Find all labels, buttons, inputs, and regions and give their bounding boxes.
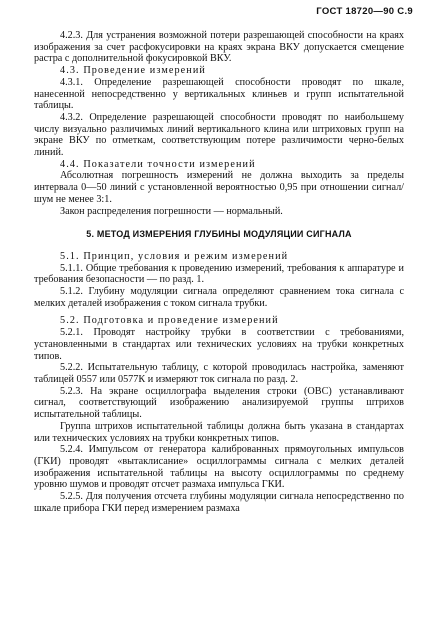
subheading-5-2: 5.2. Подготовка и проведение измерений <box>60 315 279 327</box>
subheading-5-1: 5.1. Принцип, условия и режим измерений <box>60 250 289 262</box>
page-header: ГОСТ 18720—90 С.9 <box>316 6 413 17</box>
paragraph-4-2-3: 4.2.3. Для устранения возможной потери разрешающей способности на краях изображения за счет расфокусировки на краях экрана ВКУ допускается смещение растра с дополнительной фокусировкой ВКУ. <box>34 30 404 65</box>
paragraph-4-3-1: 4.3.1. Определение разрешающей способности проводят по шкале, нанесенной непосредственно у вертикальных клиньев и групп испытательной таблицы. <box>34 76 404 112</box>
section-title-5: 5. МЕТОД ИЗМЕРЕНИЯ ГЛУБИНЫ МОДУЛЯЦИИ СИГНАЛА <box>86 229 352 240</box>
paragraph-error-law: Закон распределения погрешности — нормальный. <box>60 205 283 217</box>
paragraph-stroke-group: Группа штрихов испытательной таблицы должна быть указана в стандартах или технических условиях на трубки конкретных типов. <box>34 420 404 444</box>
paragraph-5-2-3: 5.2.3. На экране осциллографа выделения строки (ОВС) устанавливают сигнал, соответствующий изображению анализируемой группы штрихов испытательной таблицы. <box>34 385 404 421</box>
paragraph-accuracy: Абсолютная погрешность измерений не должна выходить за пределы интервала 0—50 линий с установленной вероятностью 0,95 при отношении сигнал/шум не менее 3:1. <box>34 170 404 205</box>
paragraph-5-2-4: 5.2.4. Импульсом от генератора калиброванных прямоугольных импульсов (ГКИ) проводят «вытаклисание» осциллограммы сигнала с мелких деталей изображения испытательной таблицы на высоту осциллограммы по среднему уровню шумов и проводят отсчет размаха импульса ГКИ. <box>34 444 404 491</box>
paragraph-5-1-2: 5.1.2. Глубину модуляции сигнала определяют сравнением тока сигнала с мелких деталей изображения с током сигнала трубки. <box>34 286 404 309</box>
subheading-4-3: 4.3. Проведение измерений <box>60 65 206 77</box>
paragraph-5-1-1: 5.1.1. Общие требования к проведению измерений, требования к аппаратуре и требования безопасности — по разд. 1. <box>34 262 404 286</box>
paragraph-5-2-5: 5.2.5. Для получения отсчета глубины модуляции сигнала непосредственно по шкале прибора ГКИ перед измерением размаха <box>34 491 404 514</box>
document-body <box>34 30 404 514</box>
paragraph-4-3-2: 4.3.2. Определение разрешающей способности проводят по наибольшему числу визуально различимых линий вертикального клина или штриховых групп на экране ВКУ по отметкам, соответствующим потере различимости черно-белых линий. <box>34 111 404 159</box>
paragraph-5-2-2: 5.2.2. Испытательную таблицу, с которой проводилась настройка, заменяют таблицей 0557 или 0577К и измеряют ток сигнала по разд. 2. <box>34 362 404 385</box>
paragraph-5-2-1: 5.2.1. Проводят настройку трубки в соответствии с требованиями, установленными в стандартах или технических условиях на трубки конкретных типов. <box>34 327 404 362</box>
subheading-4-4: 4.4. Показатели точности измерений <box>60 158 256 170</box>
